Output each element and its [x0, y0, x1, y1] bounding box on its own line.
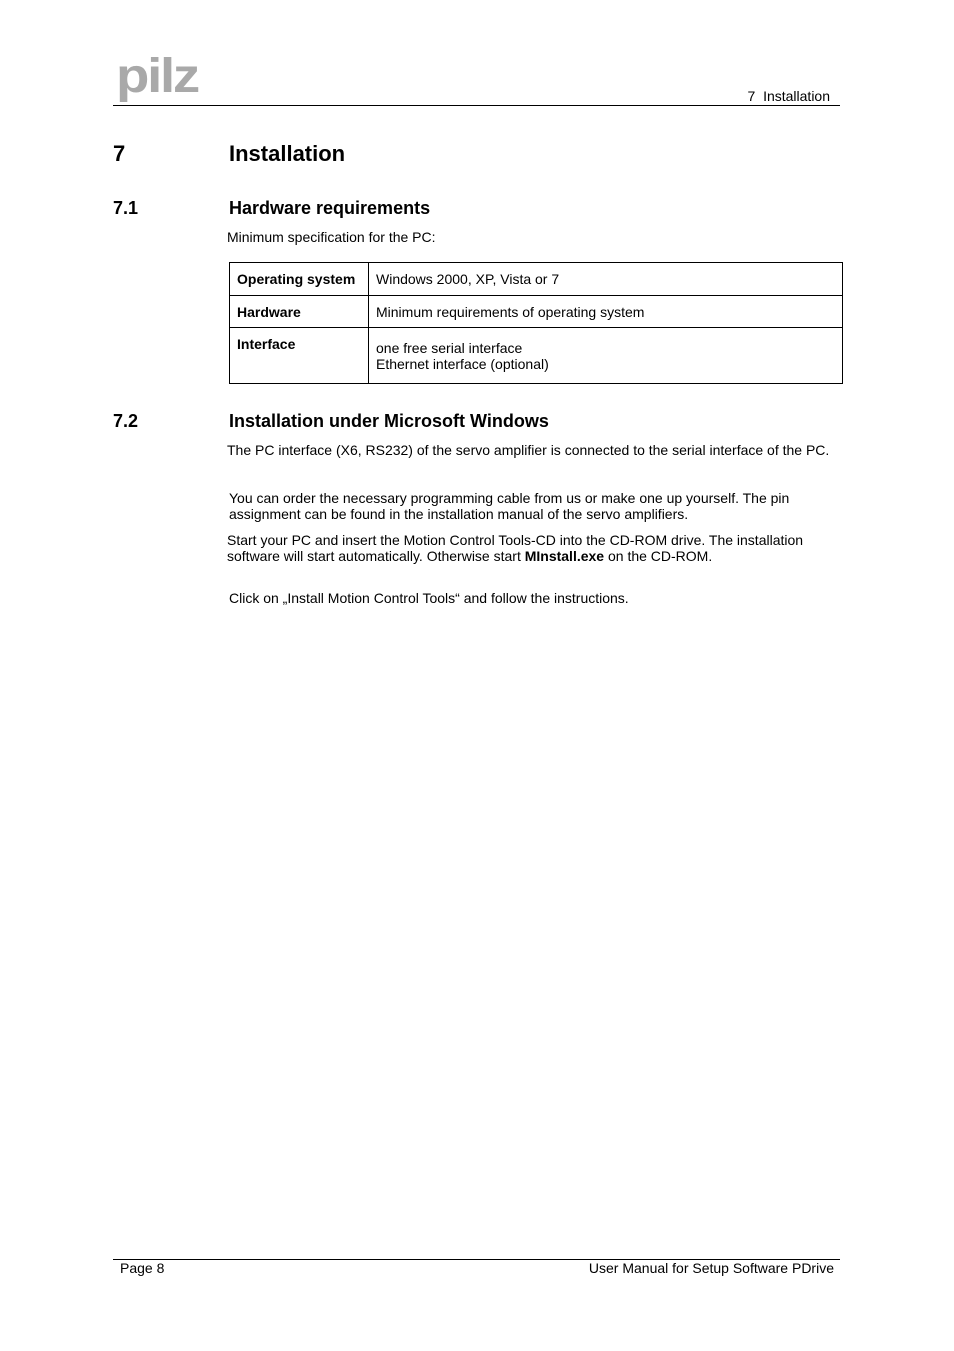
document-title: User Manual for Setup Software PDrive	[588, 1260, 834, 1276]
table-cell-value-line: Ethernet interface (optional)	[376, 355, 549, 372]
header-section-title: 7 Installation	[747, 88, 830, 104]
table-row	[230, 296, 843, 328]
paragraph-start-install	[227, 532, 832, 564]
section-7-1-title: Hardware requirements	[229, 198, 431, 218]
table-cell-label: Hardware	[230, 296, 369, 328]
pilz-logo	[116, 54, 202, 104]
section-7-2-number: 7.2	[113, 411, 139, 431]
table-cell-label: Operating system	[230, 263, 369, 296]
table-row	[230, 328, 843, 384]
table-cell-label: Interface	[230, 328, 369, 384]
section-7-1-number: 7.1	[113, 198, 139, 218]
pilz-logo-text: pilz	[116, 54, 200, 103]
paragraph-start-install-text: Start your PC and insert the Motion Control Tools-CD into the CD-ROM drive. The installation software will start automatically. Otherwise start	[227, 532, 804, 564]
table-cell-value: Windows 2000, XP, Vista or 7	[369, 263, 843, 296]
section-7-1-intro: Minimum specification for the PC:	[227, 229, 436, 245]
header-rule	[113, 105, 840, 106]
table-row	[230, 263, 843, 296]
section-7-2-title: Installation under Microsoft Windows	[229, 411, 549, 431]
hardware-requirements-table	[229, 262, 843, 384]
minstall-filename: MInstall.exe	[524, 548, 605, 564]
chapter-number: 7	[113, 141, 126, 166]
table-cell-value: Minimum requirements of operating system	[369, 296, 843, 328]
paragraph-programming-cable: You can order the necessary programming cable from us or make one up yourself. The pin assignment can be found in the installation manual of the servo amplifiers.	[229, 490, 790, 522]
table-cell-value-line: one free serial interface	[376, 339, 523, 356]
paragraph-start-install-tail: on the CD-ROM.	[604, 548, 713, 564]
table-cell-value	[369, 328, 843, 384]
paragraph-click-install: Click on „Install Motion Control Tools“ and follow the instructions.	[229, 590, 629, 606]
paragraph-pc-interface: The PC interface (X6, RS232) of the servo amplifier is connected to the serial interface of the PC.	[227, 442, 830, 458]
page-number: Page 8	[120, 1260, 165, 1276]
chapter-title: Installation	[229, 141, 346, 166]
